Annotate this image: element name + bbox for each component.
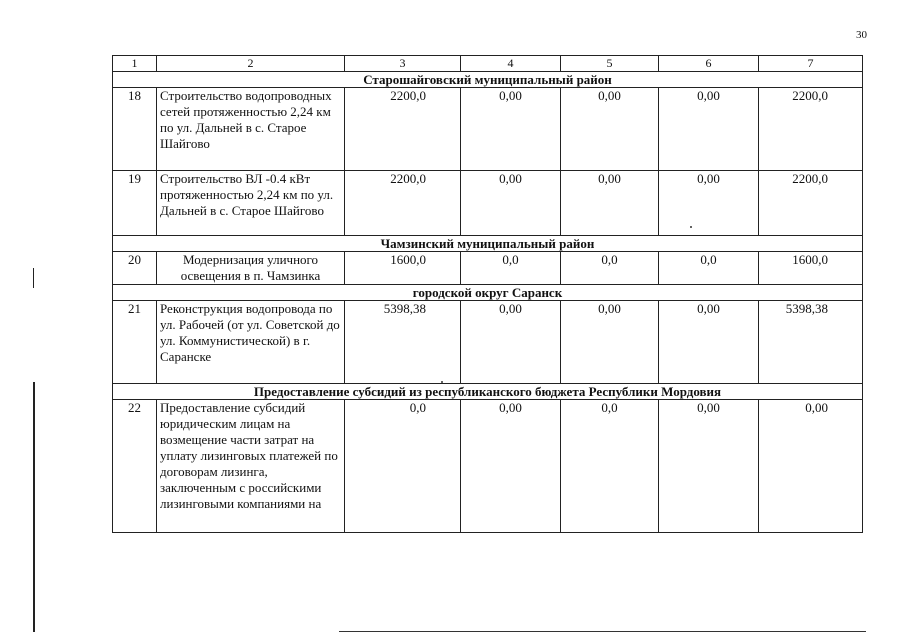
section-row [113, 285, 863, 301]
column-header: 6 [659, 56, 759, 72]
value-cell: 1600,0 [345, 252, 461, 285]
value-cell: 0,0 [659, 252, 759, 285]
footer-rule [339, 631, 866, 632]
section-row [113, 236, 863, 252]
table-row [113, 171, 863, 236]
column-header: 3 [345, 56, 461, 72]
value-cell: 0,00 [659, 88, 759, 171]
value-cell: 0,00 [461, 88, 561, 171]
row-description: Реконструкция водопровода по ул. Рабочей (от ул. Советской до ул. Коммунистической) в г. Саранске [157, 301, 345, 384]
table-row [113, 252, 863, 285]
section-row [113, 72, 863, 88]
value-cell: 2200,0 [345, 171, 461, 236]
value-cell: 0,00 [461, 400, 561, 533]
section-title: Чамзинский муниципальный район [113, 236, 863, 252]
value-cell: 0,00 [659, 301, 759, 384]
section-title: Старошайговский муниципальный район [113, 72, 863, 88]
value-cell: 0,00 [659, 171, 759, 236]
value-cell: 0,00 [759, 400, 863, 533]
value-cell: 5398,38 [345, 301, 461, 384]
value-cell: 0,0 [345, 400, 461, 533]
table-row [113, 88, 863, 171]
value-cell: 0,00 [561, 301, 659, 384]
value-cell: 2200,0 [759, 88, 863, 171]
row-number: 20 [113, 252, 157, 285]
column-number-row [113, 56, 863, 72]
value-cell: 0,00 [561, 171, 659, 236]
row-description: Строительство водопроводных сетей протяженностью 2,24 км по ул. Дальней в с. Старое Шайгово [157, 88, 345, 171]
value-cell: 0,0 [461, 252, 561, 285]
column-header: 4 [461, 56, 561, 72]
row-number: 18 [113, 88, 157, 171]
value-cell: 2200,0 [759, 171, 863, 236]
page-number: 30 [856, 29, 867, 41]
value-cell: 0,0 [561, 252, 659, 285]
row-description: Модернизация уличного освещения в п. Чамзинка [157, 252, 345, 285]
column-header: 1 [113, 56, 157, 72]
row-number: 19 [113, 171, 157, 236]
table-row [113, 301, 863, 384]
margin-rule-lower [33, 382, 35, 632]
column-header: 5 [561, 56, 659, 72]
value-cell: 0,00 [461, 171, 561, 236]
column-header: 2 [157, 56, 345, 72]
column-header: 7 [759, 56, 863, 72]
row-description: Строительство ВЛ -0.4 кВт протяженностью 2,24 км по ул. Дальней в с. Старое Шайгово [157, 171, 345, 236]
row-number: 22 [113, 400, 157, 533]
row-number: 21 [113, 301, 157, 384]
value-cell: 0,00 [461, 301, 561, 384]
budget-table [112, 55, 863, 533]
section-title: Предоставление субсидий из республиканского бюджета Республики Мордовия [113, 384, 863, 400]
section-title: городской округ Саранск [113, 285, 863, 301]
margin-rule-upper [33, 268, 34, 288]
value-cell: 1600,0 [759, 252, 863, 285]
value-cell: 5398,38 [759, 301, 863, 384]
section-row [113, 384, 863, 400]
value-cell: 0,00 [659, 400, 759, 533]
value-cell: 0,00 [561, 88, 659, 171]
budget-table-container [112, 55, 862, 533]
row-description: Предоставление субсидий юридическим лицам на возмещение части затрат на уплату лизинговых платежей по договорам лизинга, заключенным с российскими лизинговыми компаниями на [157, 400, 345, 533]
value-cell: 2200,0 [345, 88, 461, 171]
value-cell: 0,0 [561, 400, 659, 533]
table-row [113, 400, 863, 533]
